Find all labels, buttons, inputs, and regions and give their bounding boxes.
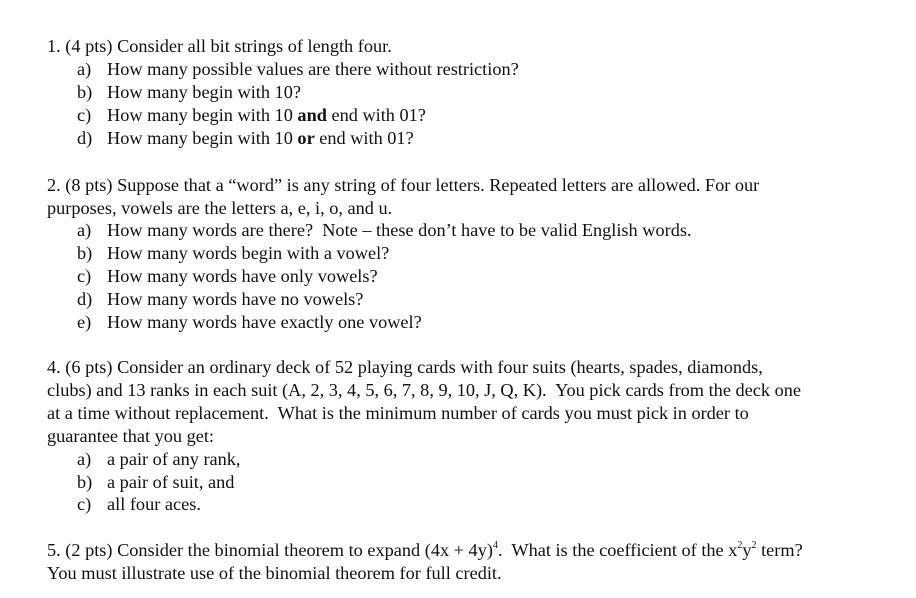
part-label: b) (77, 243, 93, 263)
q2-part-c (77, 265, 378, 287)
part-text: a pair of any rank, (107, 449, 241, 469)
q4-stem-line-1: 4. (6 pts) Consider an ordinary deck of 52 playing cards with four suits (hearts, spades, diamonds, (47, 357, 763, 377)
q5-stem-line-2: You must illustrate use of the binomial theorem for full credit. (47, 563, 502, 583)
part-text-pre: How many begin with 10 (107, 105, 298, 125)
part-label: c) (77, 105, 92, 125)
part-text-bold: or (297, 128, 315, 148)
q5-stem-line-1 (47, 539, 803, 561)
part-text: How many words begin with a vowel? (107, 243, 390, 263)
part-label: c) (77, 494, 92, 514)
part-label: a) (77, 220, 92, 240)
part-label: b) (77, 472, 93, 492)
q4-stem-line-2: clubs) and 13 ranks in each suit (A, 2, 3, 4, 5, 6, 7, 8, 9, 10, J, Q, K). You pick cards from the deck one (47, 380, 801, 400)
q2-stem-line-1: 2. (8 pts) Suppose that a “word” is any string of four letters. Repeated letters are allowed. For our (47, 175, 760, 195)
q2-part-b (77, 242, 389, 264)
part-text-bold: and (297, 105, 327, 125)
part-label: e) (77, 312, 92, 332)
part-text: How many words have no vowels? (107, 289, 364, 309)
part-text: How many words have exactly one vowel? (107, 312, 422, 332)
part-label: a) (77, 449, 92, 469)
part-text: How many begin with 10? (107, 82, 301, 102)
q1-part-d (77, 127, 414, 149)
q5-exponent-1: 4 (492, 539, 498, 551)
q1-part-a (77, 58, 519, 80)
q2-stem-line-2: purposes, vowels are the letters a, e, i, o, and u. (47, 198, 393, 218)
part-text-pre: How many begin with 10 (107, 128, 298, 148)
q4-stem-line-4: guarantee that you get: (47, 426, 215, 446)
q5-exponent-3: 2 (751, 539, 757, 551)
q4-part-b (77, 471, 234, 493)
q1-stem: 1. (4 pts) Consider all bit strings of length four. (47, 36, 392, 56)
part-text: a pair of suit, and (107, 472, 235, 492)
q4-part-a (77, 448, 241, 470)
part-text: all four aces. (107, 494, 201, 514)
part-label: d) (77, 289, 93, 309)
part-label: d) (77, 128, 93, 148)
q1-part-c (77, 104, 426, 126)
q5-text-3: y (742, 540, 752, 560)
q5-exponent-2: 2 (737, 539, 743, 551)
part-label: c) (77, 266, 92, 286)
q5-text-1: 5. (2 pts) Consider the binomial theorem to expand (4x + 4y) (47, 540, 493, 560)
part-text-post: end with 01? (326, 105, 426, 125)
q1-part-b (77, 81, 301, 103)
q2-part-d (77, 288, 363, 310)
q2-part-e (77, 311, 422, 333)
q4-stem-line-3: at a time without replacement. What is the minimum number of cards you must pick in order to (47, 403, 749, 423)
q2-part-a (77, 219, 692, 241)
part-label: a) (77, 59, 92, 79)
part-text: How many possible values are there without restriction? (107, 59, 519, 79)
q5-text-2: . What is the coefficient of the x (497, 540, 738, 560)
part-text: How many words are there? Note – these don’t have to be valid English words. (107, 220, 692, 240)
part-label: b) (77, 82, 93, 102)
part-text: How many words have only vowels? (107, 266, 378, 286)
q4-part-c (77, 493, 201, 515)
q5-text-4: term? (756, 540, 803, 560)
part-text-post: end with 01? (314, 128, 414, 148)
